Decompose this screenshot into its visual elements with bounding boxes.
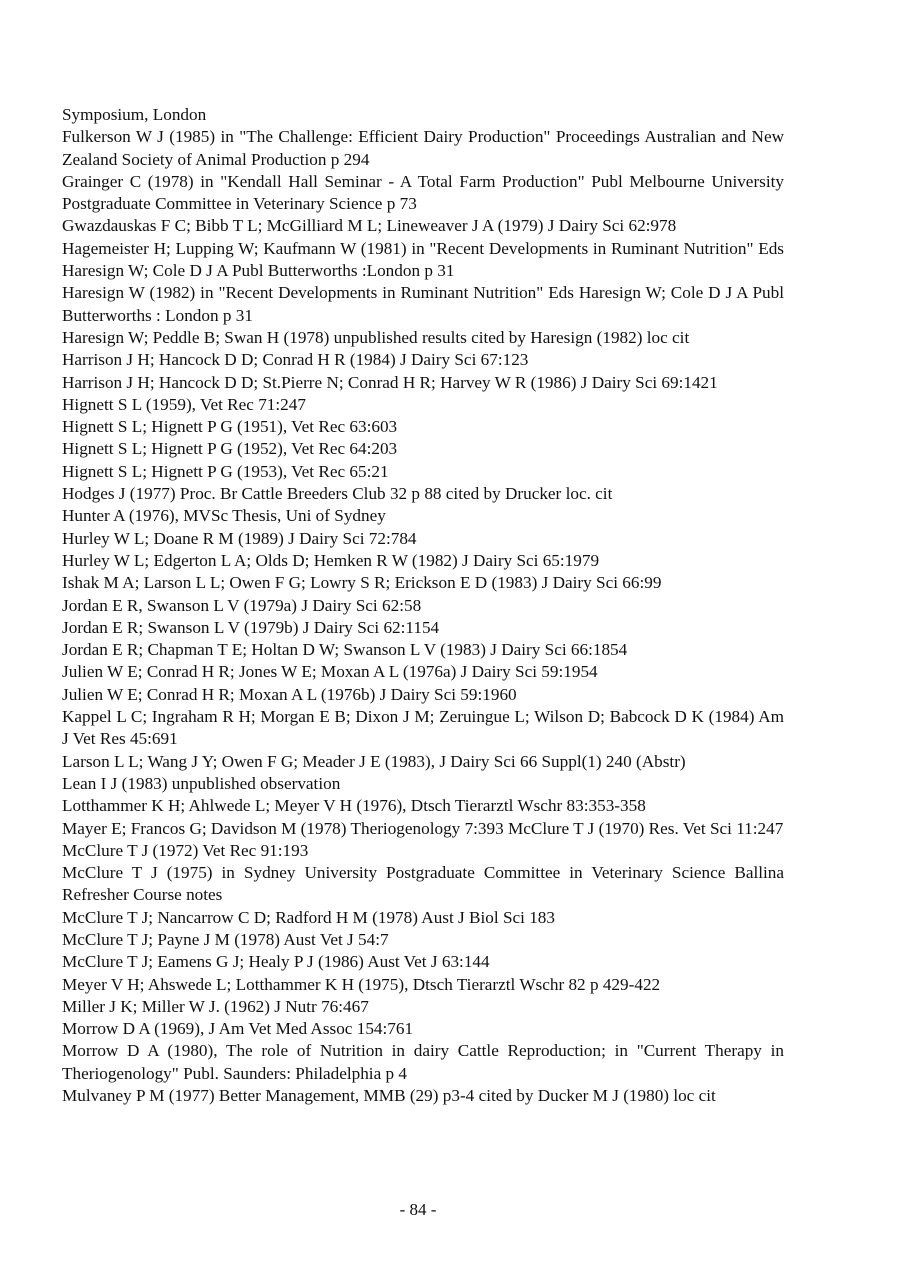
reference-entry: Hignett S L; Hignett P G (1953), Vet Rec 65:21 [62, 461, 389, 481]
reference-entry: McClure T J; Payne J M (1978) Aust Vet J 54:7 [62, 929, 389, 949]
reference-entry: Hodges J (1977) Proc. Br Cattle Breeders Club 32 p 88 cited by Drucker loc. cit [62, 484, 613, 504]
reference-entry: Hagemeister H; Lupping W; Kaufmann W (1981) in "Recent Developments in Ruminant Nutrition" Eds Haresign W; Cole D J A Publ Butterworths :London p 31 [62, 238, 784, 281]
reference-entry: Jordan E R; Chapman T E; Holtan D W; Swanson L V (1983) J Dairy Sci 66:1854 [62, 640, 628, 660]
page-number: - 84 - [399, 1200, 437, 1219]
reference-entry: Gwazdauskas F C; Bibb T L; McGilliard M L; Lineweaver J A (1979) J Dairy Sci 62:978 [62, 216, 677, 236]
reference-entry: McClure T J (1975) in Sydney University Postgraduate Committee in Veterinary Science Ballina Refresher Course notes [62, 863, 784, 905]
reference-entry: Hurley W L; Doane R M (1989) J Dairy Sci 72:784 [62, 528, 417, 548]
reference-entry: Julien W E; Conrad H R; Jones W E; Moxan A L (1976a) J Dairy Sci 59:1954 [62, 662, 598, 682]
reference-entry: Morrow D A (1969), J Am Vet Med Assoc 154:761 [62, 1019, 414, 1039]
reference-entry: Jordan E R, Swanson L V (1979a) J Dairy Sci 62:58 [62, 595, 422, 615]
reference-entry: Kappel L C; Ingraham R H; Morgan E B; Dixon J M; Zeruingue L; Wilson D; Babcock D K (1984) Am J Vet Res 45:691 [62, 707, 784, 749]
reference-entry: Grainger C (1978) in "Kendall Hall Seminar - A Total Farm Production" Publ Melbourne University Postgraduate Committee in Veterinary Science p 73 [62, 171, 784, 214]
reference-entry: Hunter A (1976), MVSc Thesis, Uni of Sydney [62, 506, 386, 526]
reference-entry: Hignett S L (1959), Vet Rec 71:247 [62, 394, 306, 414]
reference-entry: Ishak M A; Larson L L; Owen F G; Lowry S R; Erickson E D (1983) J Dairy Sci 66:99 [62, 573, 662, 593]
reference-entry: Mayer E; Francos G; Davidson M (1978) Theriogenology 7:393 McClure T J (1970) Res. Vet Sci 11:247 [62, 818, 784, 838]
reference-entry: Hurley W L; Edgerton L A; Olds D; Hemken R W (1982) J Dairy Sci 65:1979 [62, 550, 600, 570]
reference-entry: Hignett S L; Hignett P G (1951), Vet Rec 63:603 [62, 417, 398, 437]
reference-entry: Lean I J (1983) unpublished observation [62, 773, 341, 793]
reference-entry: McClure T J; Eamens G J; Healy P J (1986) Aust Vet J 63:144 [62, 952, 490, 972]
reference-entry: Meyer V H; Ahswede L; Lotthammer K H (1975), Dtsch Tierarztl Wschr 82 p 429-422 [62, 974, 661, 994]
reference-entry: Haresign W; Peddle B; Swan H (1978) unpublished results cited by Haresign (1982) loc cit [62, 327, 690, 347]
reference-entry: Symposium, London [62, 105, 207, 124]
reference-entry: Jordan E R; Swanson L V (1979b) J Dairy Sci 62:1154 [62, 617, 440, 637]
reference-entry: Larson L L; Wang J Y; Owen F G; Meader J E (1983), J Dairy Sci 66 Suppl(1) 240 (Abstr) [62, 751, 686, 771]
reference-entry: Miller J K; Miller W J. (1962) J Nutr 76:467 [62, 996, 369, 1016]
reference-entry: Julien W E; Conrad H R; Moxan A L (1976b) J Dairy Sci 59:1960 [62, 684, 517, 704]
reference-entry: Fulkerson W J (1985) in "The Challenge: Efficient Dairy Production" Proceedings Australian and New Zealand Society of Animal Production p 294 [62, 127, 784, 169]
reference-entry: Harrison J H; Hancock D D; St.Pierre N; Conrad H R; Harvey W R (1986) J Dairy Sci 69:1421 [62, 372, 718, 392]
reference-entry: McClure T J; Nancarrow C D; Radford H M (1978) Aust J Biol Sci 183 [62, 907, 555, 927]
reference-entry: Harrison J H; Hancock D D; Conrad H R (1984) J Dairy Sci 67:123 [62, 350, 529, 370]
reference-entry: Lotthammer K H; Ahlwede L; Meyer V H (1976), Dtsch Tierarztl Wschr 83:353-358 [62, 796, 646, 816]
reference-entry: Morrow D A (1980), The role of Nutrition in dairy Cattle Reproduction; in "Current Therapy in Theriogenology" Publ. Saunders: Philadelphia p 4 [62, 1041, 784, 1083]
reference-entry: Mulvaney P M (1977) Better Management, MMB (29) p3-4 cited by Ducker M J (1980) loc cit [62, 1086, 716, 1106]
reference-entry: Haresign W (1982) in "Recent Developments in Ruminant Nutrition" Eds Haresign W; Cole D J A Publ Butterworths : London p 31 [62, 283, 784, 325]
reference-page [62, 104, 784, 1107]
reference-list [62, 104, 784, 1107]
reference-entry: Hignett S L; Hignett P G (1952), Vet Rec 64:203 [62, 439, 398, 459]
reference-entry: McClure T J (1972) Vet Rec 91:193 [62, 840, 309, 860]
